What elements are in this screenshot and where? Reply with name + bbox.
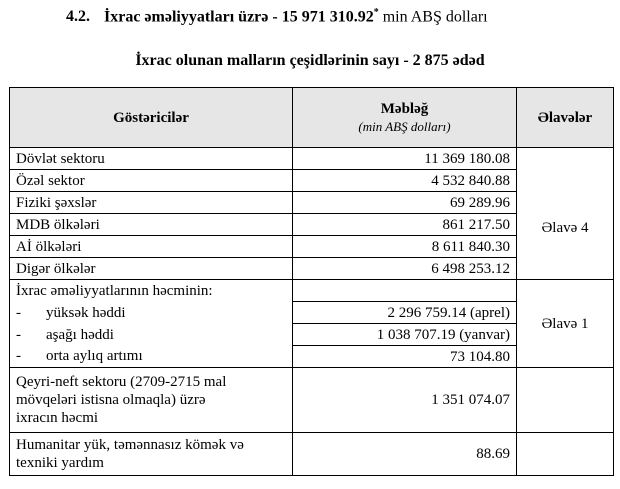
row-name: Aİ ölkələri [10,236,293,258]
row-name: MDB ölkələri [10,214,293,236]
humanitarian-appendix [517,433,614,476]
dash-bullet: - [16,326,21,343]
export-operations-table [9,87,614,476]
volume-item-label: orta aylıq artımı [46,348,143,365]
row-value: 69 289.96 [293,192,517,214]
volume-item-value: 2 296 759.14 (aprel) [293,302,517,324]
non-oil-label [10,368,293,433]
section-title: İxrac əməliyyatları üzrə - 15 971 310.92 [104,8,374,26]
header-amount [293,88,517,148]
header-amount-unit: (min ABŞ dolları) [358,118,451,134]
dash-bullet: - [16,348,21,365]
table-row [10,148,614,170]
non-oil-row [10,368,614,433]
non-oil-value: 1 351 074.07 [293,368,517,433]
volume-item-high [10,302,293,324]
non-oil-line-1: Qeyri-neft sektoru (2709-2715 mal [16,374,227,390]
goods-count-subheading: İxrac olunan malların çeşidlərinin sayı - 2 875 ədəd [135,52,485,69]
row-value: 11 369 180.08 [293,148,517,170]
volume-title-value [293,280,517,302]
humanitarian-row [10,433,614,476]
header-appendix: Əlavələr [517,88,614,148]
appendix-1-label: Əlavə 1 [541,315,589,332]
section-unit: min ABŞ dolları [382,8,488,26]
footnote-mark: * [373,7,379,18]
row-value: 4 532 840.88 [293,170,517,192]
appendix-1-cell [517,280,614,368]
humanitarian-label [10,433,293,476]
volume-title: İxrac əməliyyatlarının həcminin: [10,280,293,302]
non-oil-line-2: mövqeləri istisna olmaqla) üzrə [16,392,206,408]
section-heading [66,7,488,26]
humanitarian-line-1: Humanitar yük, təmənnasız kömək və [16,437,244,453]
section-number: 4.2. [66,8,90,26]
non-oil-line-3: ixracın həcmi [16,410,99,426]
row-name: Özəl sektor [10,170,293,192]
appendix-4-cell [517,148,614,280]
row-name: Digər ölkələr [10,258,293,280]
row-name: Fiziki şəxslər [10,192,293,214]
volume-item-label: aşağı həddi [46,326,114,343]
volume-title-row [10,280,614,302]
volume-item-low [10,324,293,346]
row-value: 861 217.50 [293,214,517,236]
table-header-row [10,88,614,148]
header-amount-label: Məbləğ [380,100,429,117]
volume-item-value: 1 038 707.19 (yanvar) [293,324,517,346]
humanitarian-value: 88.69 [293,433,517,476]
volume-item-value: 73 104.80 [293,346,517,368]
volume-item-label: yüksək həddi [46,304,126,321]
non-oil-appendix [517,368,614,433]
dash-bullet: - [16,304,21,321]
humanitarian-line-2: texniki yardım [16,455,104,471]
appendix-4-label: Əlavə 4 [541,219,589,236]
header-indicators: Göstəricilər [10,88,293,148]
volume-item-avg [10,346,293,368]
row-value: 8 611 840.30 [293,236,517,258]
row-value: 6 498 253.12 [293,258,517,280]
row-name: Dövlət sektoru [10,148,293,170]
